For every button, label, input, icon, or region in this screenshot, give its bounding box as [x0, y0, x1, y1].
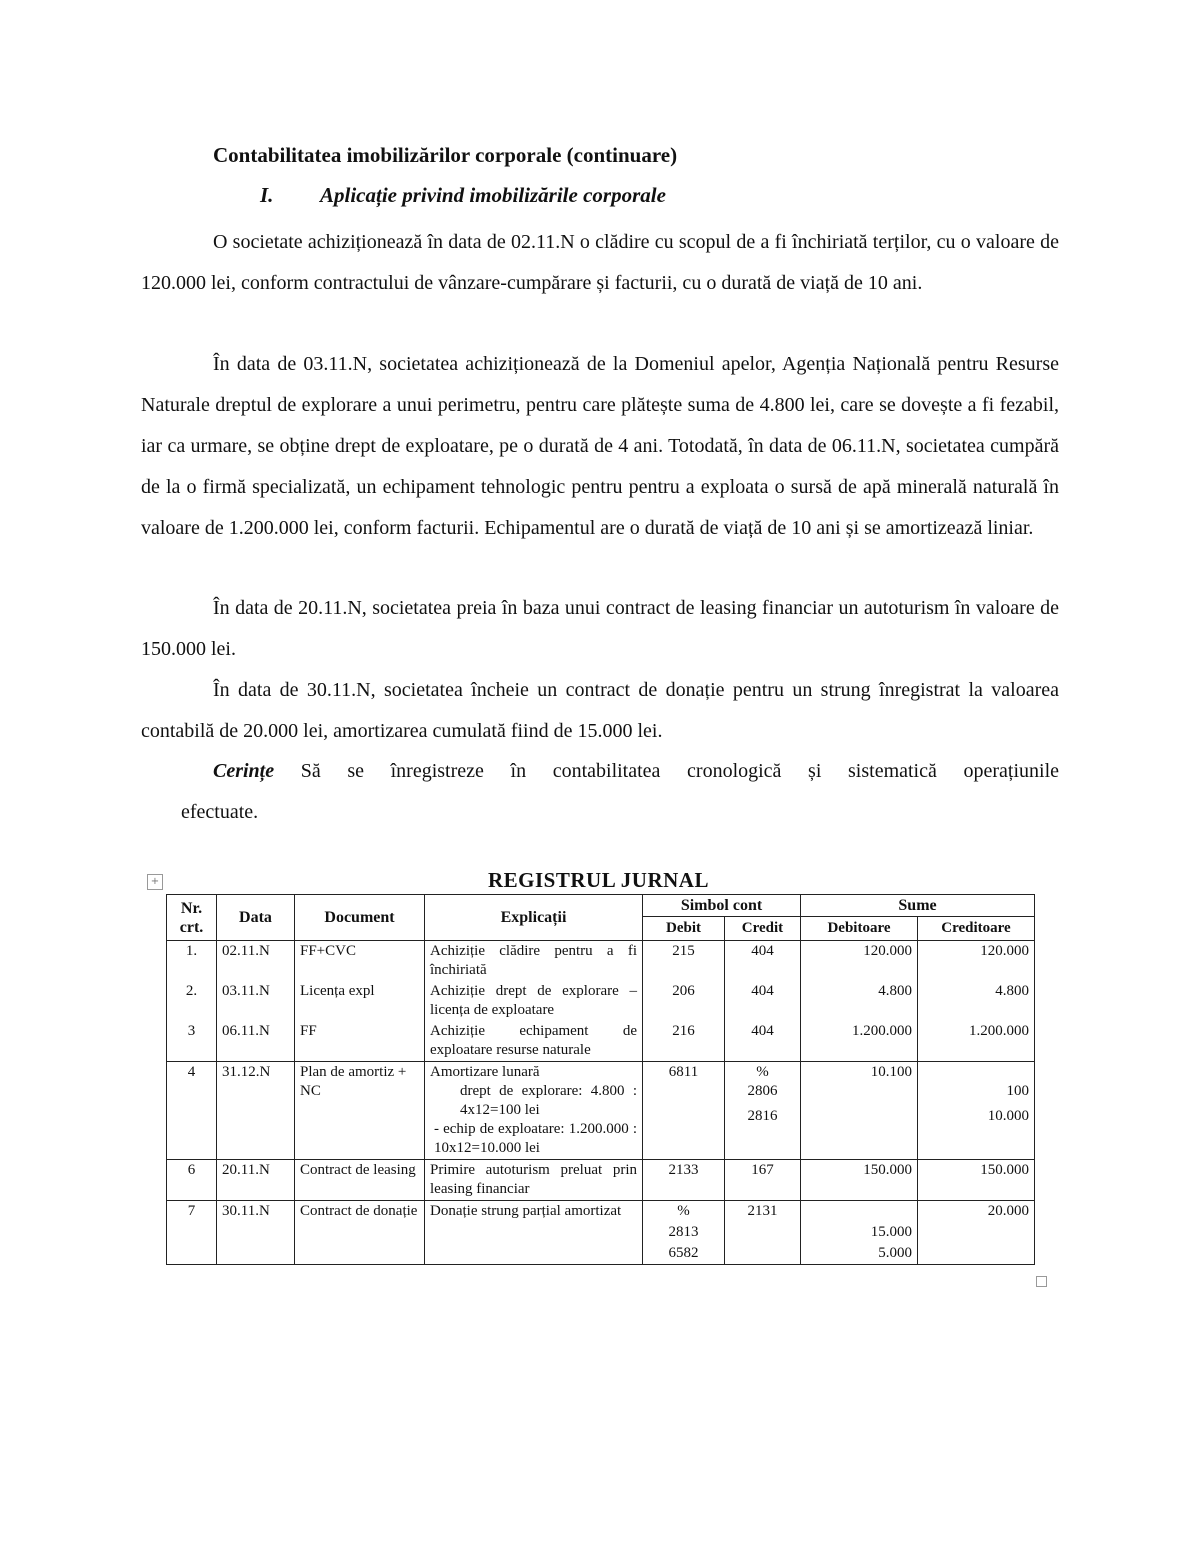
- header-credit: Credit: [725, 917, 801, 941]
- cell-nr: 1.: [167, 941, 217, 982]
- cell-creditoare: 1.200.000: [918, 1021, 1035, 1062]
- header-data: Data: [217, 895, 295, 941]
- cell-document: Contract de donație: [295, 1201, 425, 1265]
- cell-debitoare: 4.800: [801, 981, 918, 1021]
- cell-data: 02.11.N: [217, 941, 295, 982]
- credit-line-3: 2816: [747, 1108, 778, 1124]
- cell-document: Contract de leasing: [295, 1160, 425, 1201]
- explicatii-line-1: Amortizare lunară: [430, 1064, 540, 1080]
- explicatii-line-3: - echip de exploatare: 1.200.000 : 10x12=10.000 lei: [434, 1121, 637, 1156]
- debit-line-3: 6582: [668, 1245, 699, 1261]
- table-row: [167, 1021, 1035, 1062]
- cell-data: 20.11.N: [217, 1160, 295, 1201]
- header-simbol-cont: Simbol cont: [643, 895, 801, 917]
- document-heading: Contabilitatea imobilizărilor corporale (continuare): [213, 143, 678, 167]
- section-title: Aplicație privind imobilizările corporale: [320, 183, 666, 207]
- cell-data: 30.11.N: [217, 1201, 295, 1265]
- cell-debitoare: 150.000: [801, 1160, 918, 1201]
- paragraph-2: [141, 344, 1059, 549]
- cell-creditoare: 4.800: [918, 981, 1035, 1021]
- debit-line-1: %: [677, 1203, 690, 1219]
- cell-credit: 404: [725, 941, 801, 982]
- cell-data: 31.12.N: [217, 1062, 295, 1160]
- debitoare-line-2: 15.000: [870, 1224, 912, 1240]
- cell-data: 03.11.N: [217, 981, 295, 1021]
- table-move-handle-icon[interactable]: +: [147, 874, 163, 890]
- requirements-text: Să se înregistreze în contabilitatea cronologică și sistematică operațiunile: [274, 760, 1059, 782]
- debitoare-line-3: 5.000: [878, 1245, 912, 1261]
- creditoare-line-2: 100: [1006, 1083, 1030, 1099]
- table-row: [167, 1062, 1035, 1160]
- paragraph-4-text: În data de 30.11.N, societatea încheie un contract de donație pentru un strung înregistrat la valoarea contabilă de 20.000 lei, amortizarea cumulată fiind de 15.000 lei.: [141, 679, 1059, 742]
- table-row: [167, 1160, 1035, 1201]
- cell-nr: 3: [167, 1021, 217, 1062]
- paragraph-3: [141, 588, 1059, 670]
- cell-creditoare: 120.000: [918, 941, 1035, 982]
- requirements-paragraph: [213, 751, 1059, 792]
- paragraph-4: [141, 670, 1059, 752]
- cell-document: FF: [295, 1021, 425, 1062]
- paragraph-1-text: O societate achiziționează în data de 02.11.N o clădire cu scopul de a fi închiriată terților, cu o valoare de 120.000 lei, conform contractului de vânzare-cumpărare și facturii, cu o durată de viață de 10 ani.: [141, 231, 1059, 294]
- cell-nr: 6: [167, 1160, 217, 1201]
- cell-data: 06.11.N: [217, 1021, 295, 1062]
- cell-creditoare: [918, 1062, 1035, 1160]
- paragraph-2-text: În data de 03.11.N, societatea achiziționează de la Domeniul apelor, Agenția Națională pentru Resurse Naturale dreptul de explorare a unui perimetru, pentru care plătește suma de 4.800 lei, care se dovește a fi fezabil, iar ca urmare, se obține drept de exploatare, pe o durată de 4 ani. Totodată, în data de 06.11.N, societatea cumpără de la o firmă specializată, un echipament tehnologic pentru pentru a exploata o sursă de apă minerală naturală în valoare de 1.200.000 lei, conform facturii. Echipamentul are o durată de viață de 10 ani și se amortizează liniar.: [141, 353, 1059, 539]
- cell-explicatii: Donație strung parțial amortizat: [425, 1201, 643, 1265]
- cell-nr: 4: [167, 1062, 217, 1160]
- header-document: Document: [295, 895, 425, 941]
- cell-explicatii: Achiziție echipament de exploatare resurse naturale: [425, 1021, 643, 1062]
- cell-explicatii: [425, 1062, 643, 1160]
- cell-debit: [643, 1201, 725, 1265]
- cell-debit: 6811: [643, 1062, 725, 1160]
- cell-debit: 206: [643, 981, 725, 1021]
- cell-credit: [725, 1062, 801, 1160]
- cell-debitoare: 10.100: [801, 1062, 918, 1160]
- header-debit: Debit: [643, 917, 725, 941]
- table-row: [167, 941, 1035, 982]
- cell-credit: 404: [725, 981, 801, 1021]
- debit-line-2: 2813: [668, 1224, 699, 1240]
- credit-line-2: 2806: [747, 1083, 778, 1099]
- requirements-continuation: efectuate.: [181, 801, 259, 823]
- header-explicatii: Explicații: [425, 895, 643, 941]
- cell-debit: 215: [643, 941, 725, 982]
- cell-explicatii: Achiziție clădire pentru a fi închiriată: [425, 941, 643, 982]
- cell-credit: 404: [725, 1021, 801, 1062]
- cell-explicatii: Primire autoturism preluat prin leasing financiar: [425, 1160, 643, 1201]
- cell-document: FF+CVC: [295, 941, 425, 982]
- journal-table: [166, 894, 1035, 1265]
- paragraph-1: [141, 222, 1059, 304]
- journal-title: REGISTRUL JURNAL: [488, 868, 709, 892]
- cell-debit: 216: [643, 1021, 725, 1062]
- requirements-label: Cerințe: [213, 760, 275, 782]
- table-row: [167, 981, 1035, 1021]
- cell-document: Licența expl: [295, 981, 425, 1021]
- cell-debitoare: 120.000: [801, 941, 918, 982]
- cell-nr: 2.: [167, 981, 217, 1021]
- cell-debit: 2133: [643, 1160, 725, 1201]
- end-of-cell-marker: [1036, 1276, 1047, 1287]
- section-number: I.: [260, 183, 274, 207]
- cell-nr: 7: [167, 1201, 217, 1265]
- cell-document: Plan de amortiz + NC: [295, 1062, 425, 1160]
- header-debitoare: Debitoare: [801, 917, 918, 941]
- table-row: [167, 1201, 1035, 1265]
- explicatii-line-2: drept de explorare: 4.800 : 4x12=100 lei: [460, 1083, 637, 1118]
- cell-creditoare: 20.000: [918, 1201, 1035, 1265]
- cell-credit: 167: [725, 1160, 801, 1201]
- section-heading: [260, 183, 666, 208]
- cell-debitoare: 1.200.000: [801, 1021, 918, 1062]
- paragraph-3-text: În data de 20.11.N, societatea preia în baza unui contract de leasing financiar un autoturism în valoare de 150.000 lei.: [141, 597, 1059, 660]
- cell-debitoare: [801, 1201, 918, 1265]
- cell-creditoare: 150.000: [918, 1160, 1035, 1201]
- header-creditoare: Creditoare: [918, 917, 1035, 941]
- credit-line-1: %: [756, 1064, 769, 1080]
- cell-explicatii: Achiziție drept de explorare – licența de exploatare: [425, 981, 643, 1021]
- header-nr: Nr. crt.: [167, 895, 217, 941]
- cell-credit: 2131: [725, 1201, 801, 1265]
- header-sume: Sume: [801, 895, 1035, 917]
- creditoare-line-3: 10.000: [987, 1108, 1030, 1124]
